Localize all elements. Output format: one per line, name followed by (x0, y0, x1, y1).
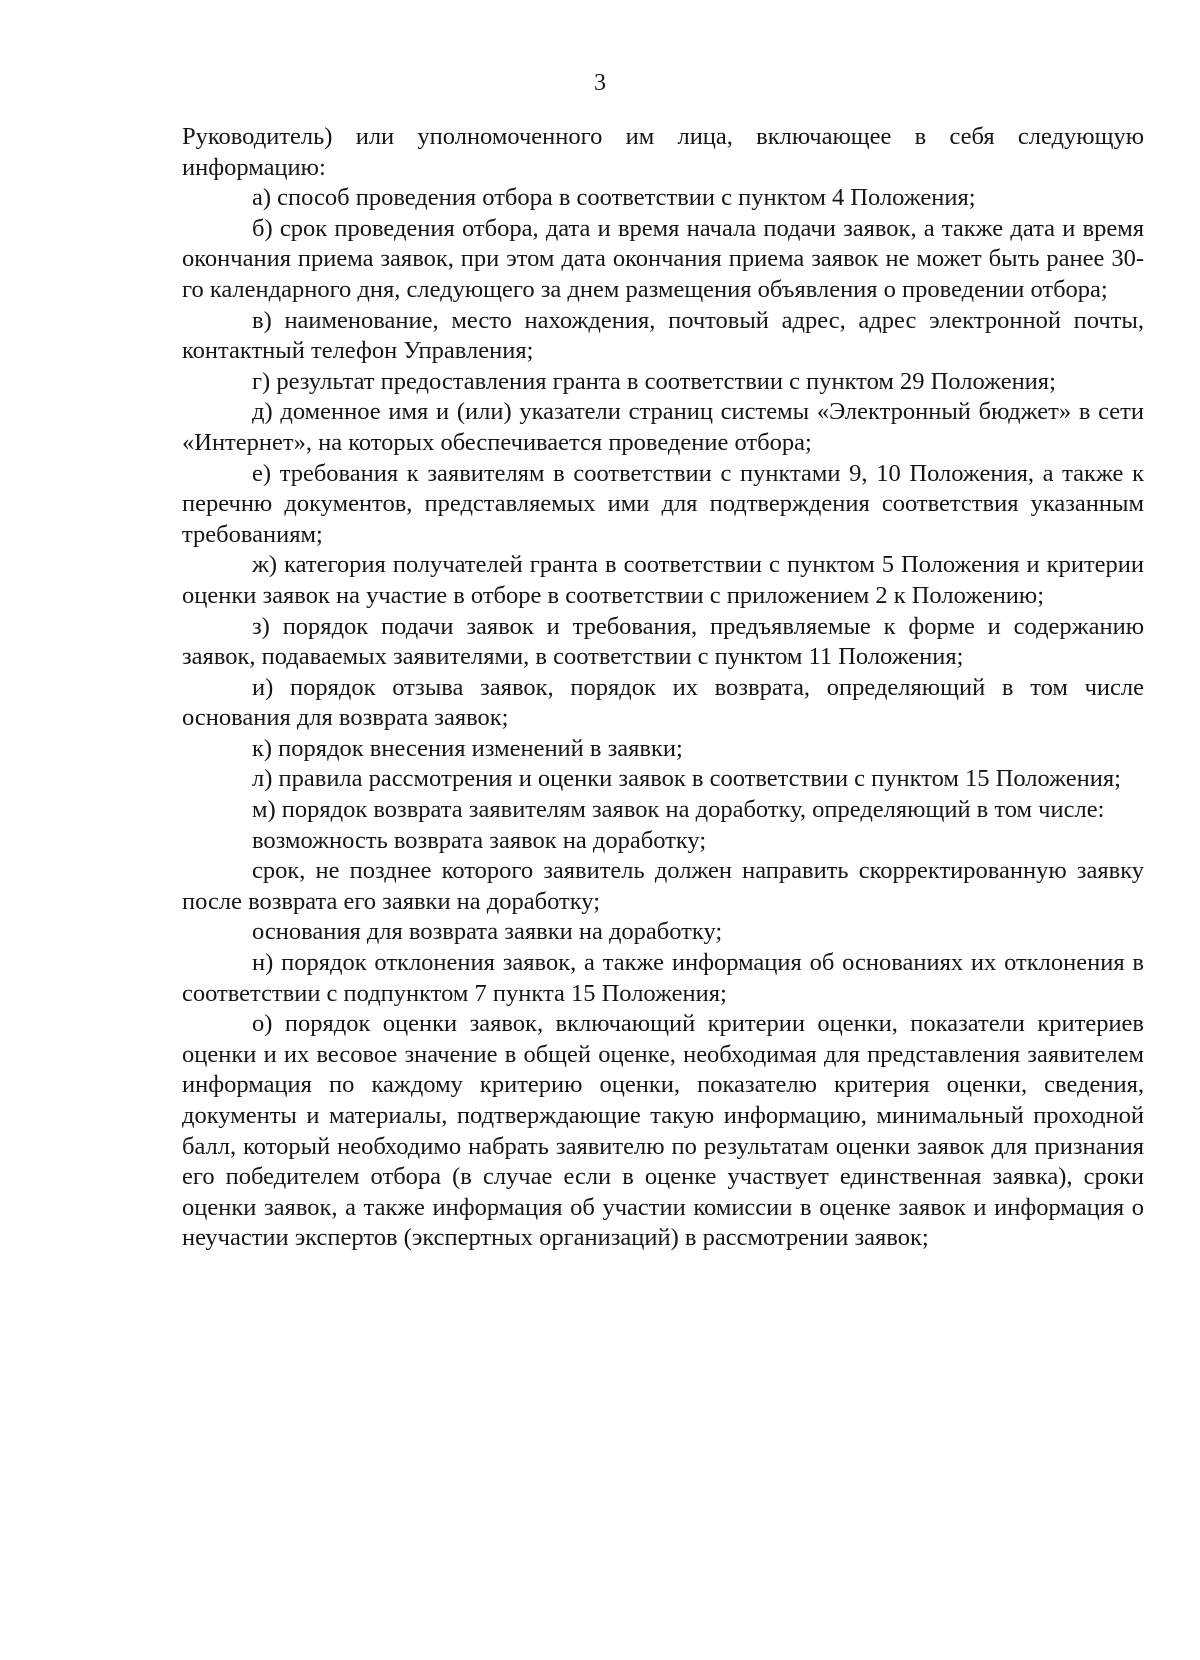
paragraph-subitem-deadline: срок, не позднее которого заявитель должен направить скорректированную заявку после возврата его заявки на доработку; (182, 857, 1144, 915)
paragraph-item-k: к) порядок внесения изменений в заявки; (252, 734, 683, 762)
paragraph-item-z: з) порядок подачи заявок и требования, предъявляемые к форме и содержанию заявок, подаваемых заявителями, в соответствии с пунктом 11 Положения; (182, 612, 1144, 671)
page-number: 3 (594, 70, 606, 96)
paragraph-item-d: д) доменное имя и (или) указатели страниц системы «Электронный бюджет» в сети «Интернет», на которых обеспечивается проведение отбора; (182, 398, 1144, 456)
paragraph-item-i: и) порядок отзыва заявок, порядок их возврата, определяющий в том числе основания для возврата заявок; (182, 673, 1144, 732)
paragraph-item-n: н) порядок отклонения заявок, а также информация об основаниях их отклонения в соответствии с подпунктом 7 пункта 15 Положения; (182, 949, 1144, 1007)
paragraph-item-v: в) наименование, место нахождения, почтовый адрес, адрес электронной почты, контактный телефон Управления; (182, 306, 1144, 365)
paragraph-item-o: о) порядок оценки заявок, включающий критерии оценки, показатели критериев оценки и их весовое значение в общей оценке, необходимая для представления заявителем информация по каждому критерию оценки, показателю критерия оценки, сведения, документы и материалы, подтверждающие такую информацию, минимальный проходной балл, который необходимо набрать заявителю по результатам оценки заявок для признания его победителем отбора (в случае если в оценке участвует единственная заявка), сроки оценки заявок, а также информация об участии комиссии в оценке заявок и информация о неучастии экспертов (экспертных организаций) в рассмотрении заявок; (182, 1010, 1144, 1252)
document-body (182, 122, 1144, 1254)
paragraph-item-a: а) способ проведения отбора в соответствии с пунктом 4 Положения; (252, 184, 976, 212)
paragraph-subitem-possibility: возможность возврата заявок на доработку; (252, 826, 707, 854)
paragraph-item-g: г) результат предоставления гранта в соответствии с пунктом 29 Положения; (252, 367, 1056, 395)
paragraph-item-l: л) правила рассмотрения и оценки заявок в соответствии с пунктом 15 Положения; (252, 765, 1121, 793)
paragraph-item-e: е) требования к заявителям в соответствии с пунктами 9, 10 Положения, а также к перечню документов, представляемых ими для подтверждения соответствия указанным требованиям; (182, 459, 1144, 548)
paragraph-continuation: Руководитель) или уполномоченного им лица, включающее в себя следующую информацию: (182, 123, 1144, 181)
paragraph-item-b: б) срок проведения отбора, дата и время начала подачи заявок, а также дата и время окончания приема заявок, при этом дата окончания приема заявок не может быть ранее 30-го календарного дня, следующего за днем размещения объявления о проведении отбора; (182, 214, 1144, 303)
paragraph-item-m: м) порядок возврата заявителям заявок на доработку, определяющий в том числе: (252, 796, 1105, 824)
paragraph-subitem-grounds: основания для возврата заявки на доработку; (252, 918, 723, 946)
paragraph-item-zh: ж) категория получателей гранта в соответствии с пунктом 5 Положения и критерии оценки заявок на участие в отборе в соответствии с приложением 2 к Положению; (182, 551, 1144, 609)
